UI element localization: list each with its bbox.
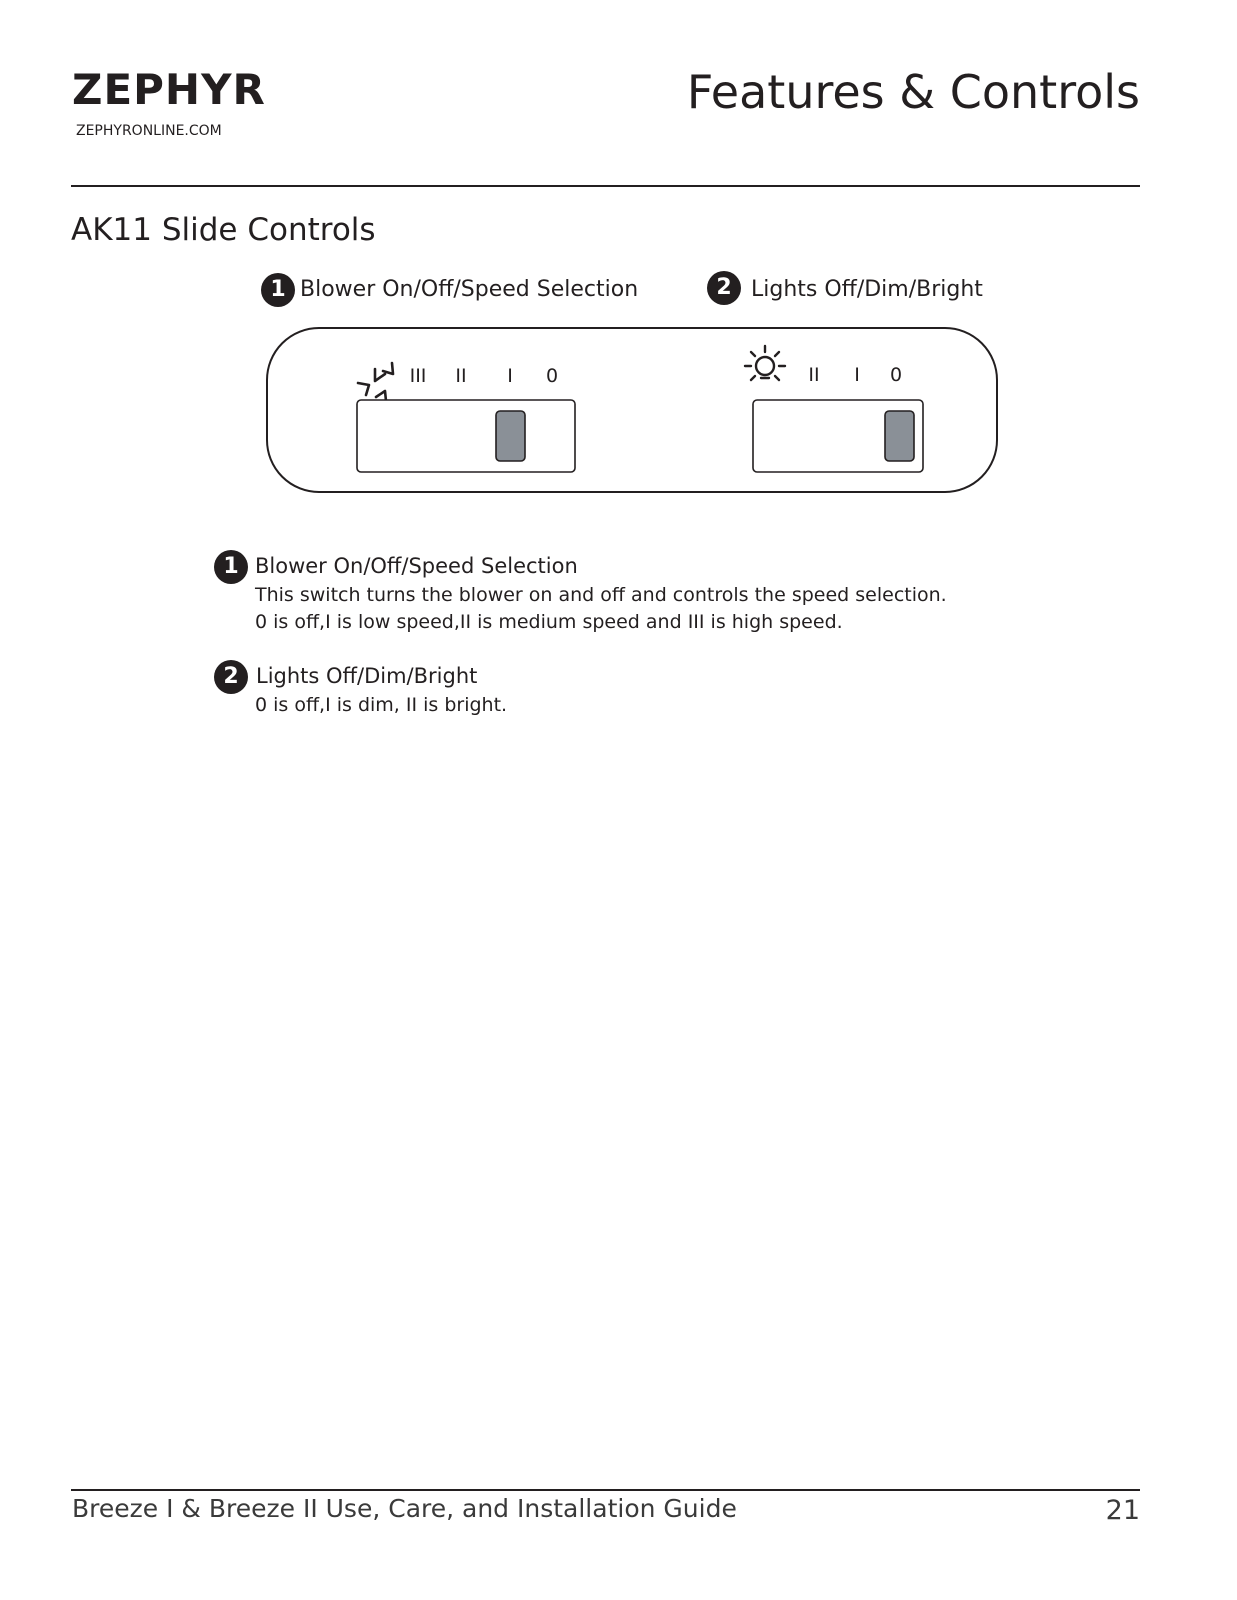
- light-position-I: I: [854, 364, 860, 386]
- control-panel-diagram: [266, 327, 998, 493]
- callout-badge-2: 2: [707, 271, 741, 305]
- blower-slide-switch[interactable]: [357, 400, 575, 472]
- description-line: 0 is off,I is low speed,II is medium speed and III is high speed.: [255, 611, 843, 633]
- description-title-lights: Lights Off/Dim/Bright: [256, 664, 478, 688]
- header-divider: [71, 185, 1140, 187]
- zephyr-logo: ZEPHYR: [72, 65, 266, 114]
- blower-slider-track: [357, 400, 575, 472]
- website-url: ZEPHYRONLINE.COM: [76, 123, 222, 139]
- light-position-II: II: [808, 364, 820, 386]
- description-badge-1: 1: [214, 550, 248, 584]
- section-title: AK11 Slide Controls: [71, 212, 376, 248]
- blower-position-I: I: [507, 365, 513, 387]
- description-line: This switch turns the blower on and off and controls the speed selection.: [255, 584, 947, 606]
- blower-position-0: 0: [545, 365, 559, 387]
- footer-guide-title: Breeze I & Breeze II Use, Care, and Installation Guide: [72, 1494, 737, 1523]
- light-slider-knob[interactable]: [885, 411, 914, 461]
- blower-slider-knob[interactable]: [496, 411, 525, 461]
- blower-position-II: II: [455, 365, 467, 387]
- description-badge-2: 2: [214, 660, 248, 694]
- light-position-0: 0: [889, 364, 903, 386]
- page-number: 21: [1105, 1495, 1140, 1526]
- callout-label-lights: Lights Off/Dim/Bright: [751, 277, 983, 302]
- page-title: Features & Controls: [686, 65, 1140, 119]
- footer-divider: [71, 1489, 1140, 1491]
- callout-label-blower: Blower On/Off/Speed Selection: [300, 277, 639, 302]
- blower-position-III: III: [409, 365, 427, 387]
- fan-icon: [358, 363, 393, 401]
- light-slide-switch[interactable]: [753, 400, 923, 472]
- light-bulb-icon: [745, 346, 785, 380]
- description-line: 0 is off,I is dim, II is bright.: [255, 694, 508, 716]
- callout-badge-1: 1: [261, 273, 295, 307]
- description-title-blower: Blower On/Off/Speed Selection: [255, 554, 578, 578]
